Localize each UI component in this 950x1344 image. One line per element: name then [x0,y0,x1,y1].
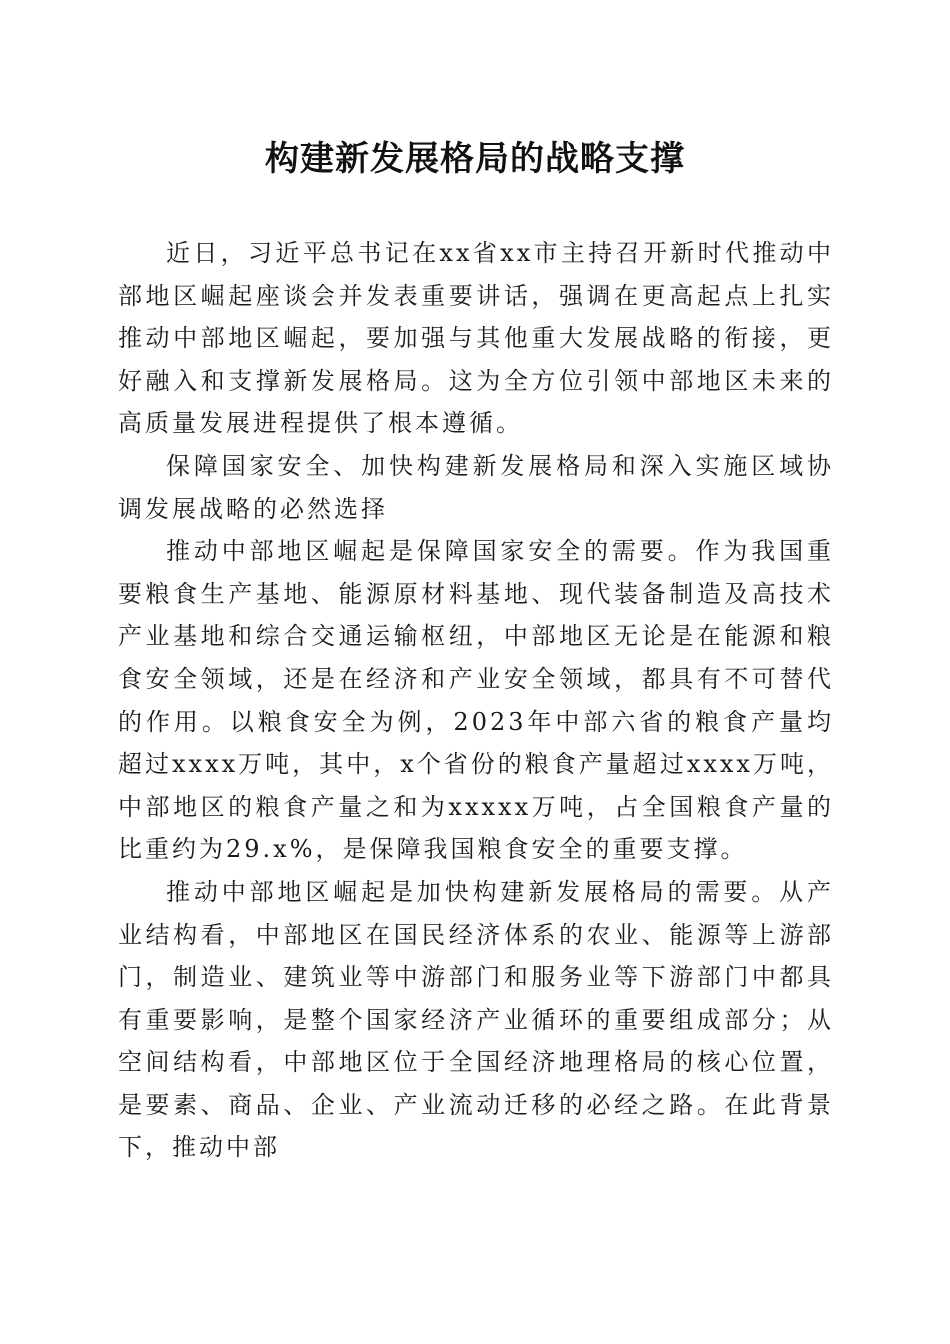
document-title: 构建新发展格局的战略支撑 [265,139,685,179]
paragraph-national-security: 推动中部地区崛起是保障国家安全的需要。作为我国重要粮食生产基地、能源原材料基地、现代装备制造及高技术产业基地和综合交通运输枢纽，中部地区无论是在能源和粮食安全领域，还是在经济和产业安全领域，都具有不可替代的作用。以粮食安全为例，2023年中部六省的粮食产量均超过xxxx万吨，其中，x个省份的粮食产量超过xxxx万吨，中部地区的粮食产量之和为xxxxx万吨，占全国粮食产量的比重约为29.x%，是保障我国粮食安全的重要支撑。 [118,537,834,864]
paragraph-intro: 近日，习近平总书记在xx省xx市主持召开新时代推动中部地区崛起座谈会并发表重要讲话，强调在更高起点上扎实推动中部地区崛起，要加强与其他重大发展战略的衔接，更好融入和支撑新发展格局。这为全方位引领中部地区未来的高质量发展进程提供了根本遵循。 [118,239,834,438]
paragraph-section-heading: 保障国家安全、加快构建新发展格局和深入实施区域协调发展战略的必然选择 [118,451,834,523]
paragraph-new-development-pattern: 推动中部地区崛起是加快构建新发展格局的需要。从产业结构看，中部地区在国民经济体系的农业、能源等上游部门，制造业、建筑业等中游部门和服务业等下游部门中都具有重要影响，是整个国家经济产业循环的重要组成部分；从空间结构看，中部地区位于全国经济地理格局的核心位置，是要素、商品、企业、产业流动迁移的必经之路。在此背景下，推动中部 [118,877,834,1162]
document-body [118,232,834,1169]
